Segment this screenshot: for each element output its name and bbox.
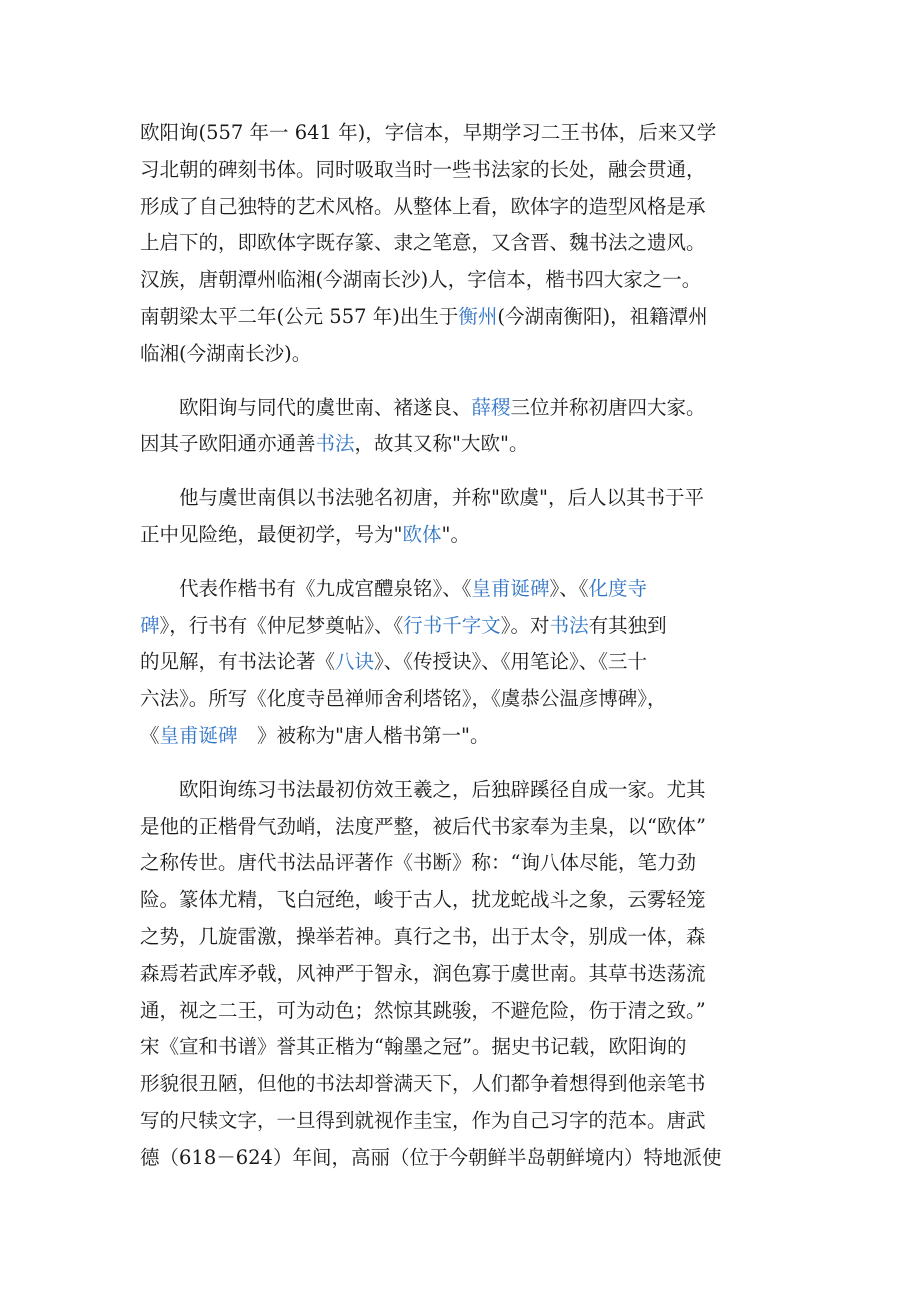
paragraph xyxy=(140,115,780,373)
text-run: 宋《宣和书谱》誉其正楷为“翰墨之冠”。据史书记载，欧阳询的 xyxy=(140,1035,687,1059)
text-run: 汉族，唐朝潭州临湘(今湖南长沙)人，字信本，楷书四大家之一。 xyxy=(140,268,702,292)
hyperlink[interactable]: 皇甫诞碑 xyxy=(471,576,550,600)
document-body xyxy=(140,115,780,1177)
text-run: 形成了自己独特的艺术风格。从整体上看，欧体字的造型风格是承 xyxy=(140,194,706,218)
hyperlink[interactable]: 书法 xyxy=(549,613,589,637)
text-run: 》。对 xyxy=(500,613,550,637)
text-run: "。 xyxy=(441,522,470,546)
text-line xyxy=(140,571,780,608)
hyperlink[interactable]: 薛稷 xyxy=(471,395,511,419)
text-run: 》、《 xyxy=(549,576,589,600)
text-run: 欧阳询(557 年一 641 年)，字信本，早期学习二王书体，后来又学 xyxy=(140,121,717,144)
text-line xyxy=(140,299,780,336)
text-line xyxy=(140,225,780,262)
text-line xyxy=(140,152,780,189)
text-run: 欧阳询与同代的虞世南、褚遂良、 xyxy=(140,395,472,419)
text-line xyxy=(140,681,780,718)
text-line xyxy=(140,1140,780,1177)
hyperlink[interactable]: 八诀 xyxy=(335,650,375,674)
text-line xyxy=(140,390,780,427)
text-run: 有其独到 xyxy=(588,613,667,637)
text-line xyxy=(140,1103,780,1140)
text-line xyxy=(140,426,780,463)
text-line xyxy=(140,1029,780,1066)
text-line xyxy=(140,644,780,681)
text-run: 临湘(今湖南长沙)。 xyxy=(140,341,312,365)
text-run: 三位并称初唐四大家。 xyxy=(510,395,706,419)
hyperlink[interactable]: 化度寺 xyxy=(588,576,648,600)
text-line xyxy=(140,517,780,554)
text-run: ，故其又称"大欧"。 xyxy=(354,432,529,456)
text-line xyxy=(140,956,780,993)
text-run: 通，视之二王，可为动色；然惊其跳骏，不避危险，伤于清之致。” xyxy=(140,998,706,1022)
text-line xyxy=(140,882,780,919)
text-run: 之称传世。唐代书法品评著作《书断》称：“询八体尽能，笔力劲 xyxy=(140,851,696,875)
text-run: 》，行书有《仲尼梦奠帖》、《 xyxy=(159,613,404,637)
paragraph xyxy=(140,390,780,464)
text-run: 习北朝的碑刻书体。同时吸取当时一些书法家的长处，融会贯通， xyxy=(140,157,706,181)
text-run: 》、《传授诀》、《用笔论》、《三十 xyxy=(374,650,648,674)
paragraph xyxy=(140,480,780,554)
text-run: 南朝梁太平二年(公元 557 年)出生于 xyxy=(140,304,459,328)
text-line xyxy=(140,262,780,299)
text-run: 正中见险绝，最便初学，号为" xyxy=(140,522,403,546)
text-run: 森焉若武库矛戟，风神严于智永，润色寡于虞世南。其草书迭荡流 xyxy=(140,961,706,985)
text-run: 《 xyxy=(140,723,160,747)
paragraph-gap xyxy=(140,373,780,390)
text-line xyxy=(140,993,780,1030)
text-line xyxy=(140,809,780,846)
text-line xyxy=(140,1066,780,1103)
text-run: 上启下的，即欧体字既存篆、隶之笔意，又含晋、魏书法之遗风。 xyxy=(140,231,706,255)
text-run: 因其子欧阳通亦通善 xyxy=(140,432,316,456)
text-run: 六法》。所写《化度寺邑禅师舍利塔铭》，《虞恭公温彦博碑》， xyxy=(140,687,667,711)
paragraph-gap xyxy=(140,554,780,571)
text-line xyxy=(140,115,780,152)
text-run: (今湖南衡阳)，祖籍潭州 xyxy=(497,304,708,328)
text-run: 代表作楷书有《九成宫醴泉铭》、《 xyxy=(140,576,472,600)
hyperlink[interactable]: 书法 xyxy=(315,432,355,456)
text-line xyxy=(140,772,780,809)
text-line xyxy=(140,718,780,755)
hyperlink[interactable]: 碑 xyxy=(140,613,160,637)
text-run: 形貌很丑陋，但他的书法却誉满天下，人们都争着想得到他亲笔书 xyxy=(140,1072,706,1096)
paragraph xyxy=(140,772,780,1177)
text-line xyxy=(140,189,780,226)
text-run: 之势，几旋雷激，操举若神。真行之书，出于太令，别成一体，森 xyxy=(140,924,706,948)
text-line xyxy=(140,608,780,645)
paragraph-gap xyxy=(140,463,780,480)
text-line xyxy=(140,845,780,882)
hyperlink[interactable]: 欧体 xyxy=(402,522,442,546)
text-run: 的见解，有书法论著《 xyxy=(140,650,336,674)
text-line xyxy=(140,919,780,956)
hyperlink[interactable]: 皇甫诞碑 xyxy=(159,723,238,747)
hyperlink[interactable]: 衡州 xyxy=(458,304,498,328)
hyperlink[interactable]: 行书千字文 xyxy=(403,613,501,637)
text-run: 是他的正楷骨气劲峭，法度严整，被后代书家奉为圭臬，以“欧体” xyxy=(140,814,706,838)
paragraph-gap xyxy=(140,755,780,772)
text-run: 他与虞世南俱以书法驰名初唐，并称"欧虞"，后人以其书于平 xyxy=(140,486,704,510)
text-run: 欧阳询练习书法最初仿效王羲之，后独辟蹊径自成一家。尤其 xyxy=(140,777,706,801)
text-run: 德（618－624）年间，高丽（位于今朝鲜半岛朝鲜境内）特地派使 xyxy=(140,1145,722,1169)
text-run: 写的尺犊文字，一旦得到就视作圭宝，作为自己习字的范本。唐武 xyxy=(140,1108,706,1132)
text-run: 险。篆体尤精，飞白冠绝，峻于古人，扰龙蛇战斗之象，云雾轻笼 xyxy=(140,888,706,912)
text-line xyxy=(140,480,780,517)
text-line xyxy=(140,336,780,373)
text-run: 》被称为"唐人楷书第一"。 xyxy=(237,723,490,747)
paragraph xyxy=(140,571,780,755)
